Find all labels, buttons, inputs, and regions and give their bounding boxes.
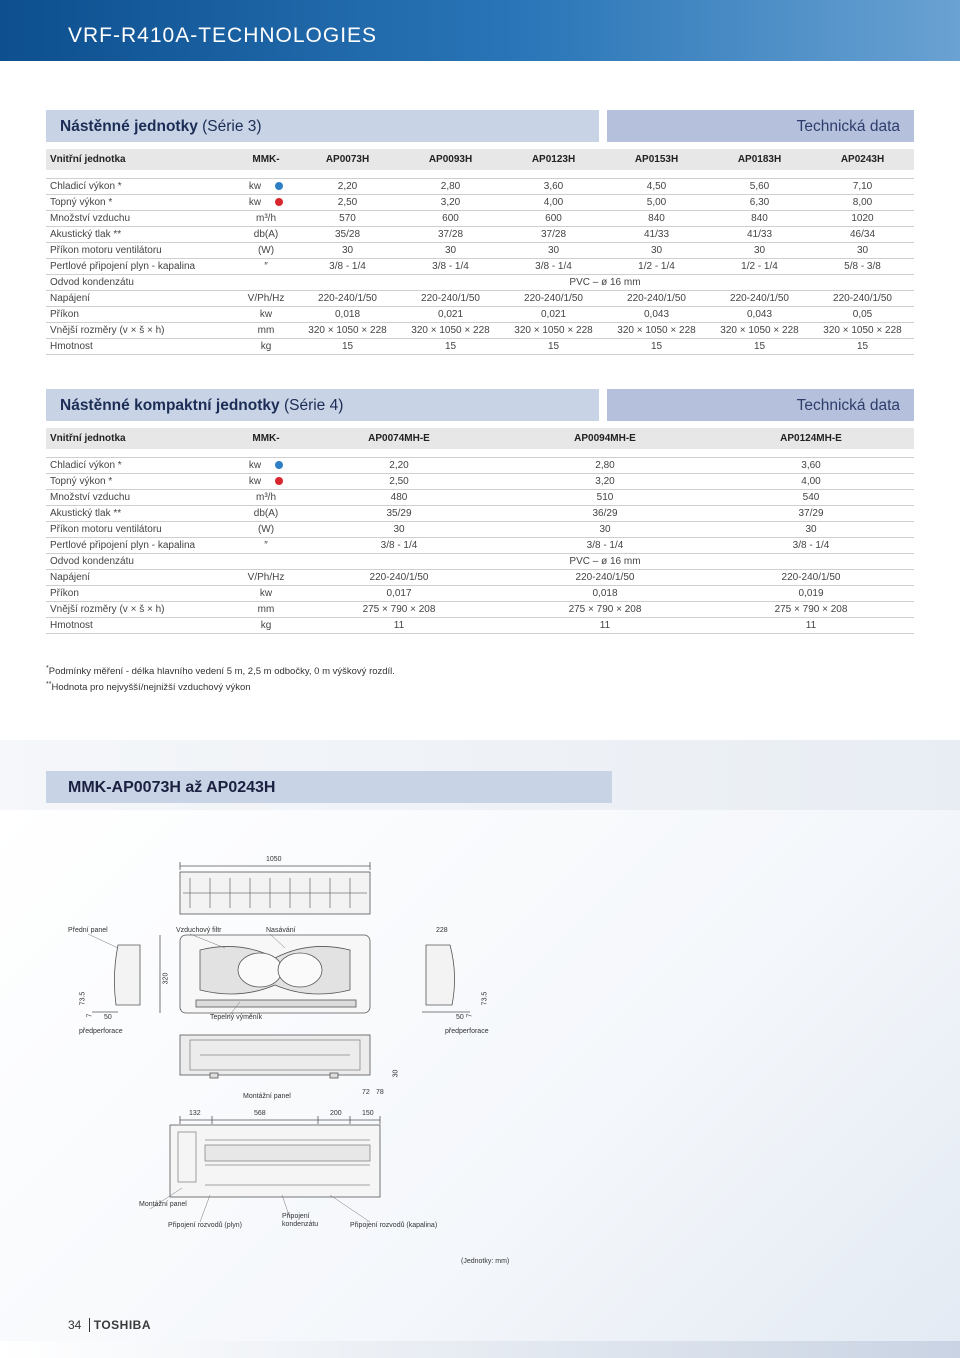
row-value: 600 (399, 210, 502, 226)
dim-7-right-label: 7 (466, 1013, 474, 1018)
row-value: 320 × 1050 × 228 (502, 322, 605, 338)
unit-text: ″ (264, 260, 268, 272)
units-label: (Jednotky: mm) (461, 1258, 510, 1265)
row-value: 0,018 (296, 306, 399, 322)
row-value: 15 (708, 338, 811, 354)
row-value: 220-240/1/50 (605, 290, 708, 306)
row-label: Topný výkon * (46, 473, 236, 489)
row-value: 4,50 (605, 178, 708, 194)
unit-text: (W) (257, 523, 275, 535)
dim-228-label: 228 (436, 927, 448, 934)
row-value: 15 (399, 338, 502, 354)
row-value: 8,00 (811, 194, 914, 210)
header-model: AP0094MH-E (502, 428, 708, 449)
unit-text: kg (260, 340, 272, 352)
row-value: 275 × 790 × 208 (708, 601, 914, 617)
row-value: 30 (502, 242, 605, 258)
row-value: 320 × 1050 × 228 (605, 322, 708, 338)
drawing-title: MMK-AP0073H až AP0243H (68, 779, 276, 796)
row-value: 0,018 (502, 585, 708, 601)
dim-50-right-label: 50 (456, 1014, 464, 1021)
row-value: 2,80 (502, 457, 708, 473)
row-value: 41/33 (708, 226, 811, 242)
unit-text: kw (248, 459, 262, 471)
row-label: Odvod kondenzátu (46, 553, 236, 569)
row-value: 0,05 (811, 306, 914, 322)
row-label: Příkon motoru ventilátoru (46, 242, 236, 258)
header-model: AP0153H (605, 149, 708, 170)
row-value: 510 (502, 489, 708, 505)
row-value: 220-240/1/50 (708, 290, 811, 306)
unit-text: kw (248, 475, 262, 487)
dim-320-label: 320 (162, 972, 170, 985)
row-value: 3,20 (502, 473, 708, 489)
unit-text: mm (257, 324, 275, 336)
dim-568-label: 568 (254, 1110, 266, 1117)
row-label: Příkon motoru ventilátoru (46, 521, 236, 537)
unit-left-side (114, 945, 140, 1005)
row-value: 600 (502, 210, 605, 226)
row-value: 15 (502, 338, 605, 354)
row-value: 3/8 - 1/4 (708, 537, 914, 553)
row-value: 37/28 (502, 226, 605, 242)
air-filter-label: Vzduchový filtr (176, 927, 222, 934)
row-value: 840 (605, 210, 708, 226)
dim-150-label: 150 (362, 1110, 374, 1117)
row-label: Množství vzduchu (46, 489, 236, 505)
preperforation-left-label: předperforace (79, 1028, 123, 1035)
unit-text: m³/h (256, 491, 276, 503)
row-value: 320 × 1050 × 228 (399, 322, 502, 338)
row-value: 1/2 - 1/4 (605, 258, 708, 274)
unit-text: mm (257, 603, 275, 615)
row-label: Napájení (46, 290, 236, 306)
row-value: 480 (296, 489, 502, 505)
row-value: 275 × 790 × 208 (502, 601, 708, 617)
row-value: 3,60 (502, 178, 605, 194)
row-value: 0,043 (708, 306, 811, 322)
row-value: 5/8 - 3/8 (811, 258, 914, 274)
row-value: 3/8 - 1/4 (399, 258, 502, 274)
row-value: 30 (708, 521, 914, 537)
dim-50-left-label: 50 (104, 1014, 112, 1021)
row-value: 3,60 (708, 457, 914, 473)
row-value: 11 (296, 617, 502, 633)
row-value: 6,30 (708, 194, 811, 210)
unit-text: ″ (264, 539, 268, 551)
row-label: Množství vzduchu (46, 210, 236, 226)
row-value: 0,019 (708, 585, 914, 601)
footnote-2: **Hodnota pro nejvyšší/nejnižší vzduchový výkon (46, 681, 251, 694)
unit-text: m³/h (256, 212, 276, 224)
row-value: 540 (708, 489, 914, 505)
dim-7-left-label: 7 (86, 1013, 94, 1018)
row-value: 46/34 (811, 226, 914, 242)
row-value: 41/33 (605, 226, 708, 242)
row-value: 3/8 - 1/4 (296, 537, 502, 553)
row-value: 0,043 (605, 306, 708, 322)
front-panel-label: Přední panel (68, 927, 108, 934)
header-model: AP0123H (502, 149, 605, 170)
header-indoor-unit: Vnitřní jednotka (46, 428, 236, 449)
row-label: Hmotnost (46, 338, 236, 354)
row-value: 3/8 - 1/4 (296, 258, 399, 274)
row-value: 1020 (811, 210, 914, 226)
row-value: 220-240/1/50 (708, 569, 914, 585)
row-value: 275 × 790 × 208 (296, 601, 502, 617)
unit-text: V/Ph/Hz (247, 571, 285, 583)
footnote-1: *Podmínky měření - délka hlavního vedení 5 m, 2,5 m odbočky, 0 m výškový rozdíl. (46, 665, 395, 678)
row-value: 7,10 (811, 178, 914, 194)
row-label: Akustický tlak ** (46, 505, 236, 521)
row-value: 30 (296, 242, 399, 258)
unit-text: V/Ph/Hz (247, 292, 285, 304)
row-value-span: PVC – ø 16 mm (296, 553, 914, 569)
row-label: Vnější rozměry (v × š × h) (46, 322, 236, 338)
row-value: 840 (708, 210, 811, 226)
footer (68, 1318, 151, 1332)
row-value: 2,50 (296, 473, 502, 489)
row-value: 220-240/1/50 (296, 290, 399, 306)
row-label: Příkon (46, 306, 236, 322)
unit-text: kw (259, 308, 273, 320)
dim-73-5-left-label: 73.5 (79, 991, 87, 1006)
row-label: Hmotnost (46, 617, 236, 633)
row-value: 5,00 (605, 194, 708, 210)
row-value: 30 (399, 242, 502, 258)
header-indoor-unit: Vnitřní jednotka (46, 149, 236, 170)
row-value: 30 (811, 242, 914, 258)
row-value: 37/28 (399, 226, 502, 242)
row-value: 320 × 1050 × 228 (811, 322, 914, 338)
unit-text: db(A) (253, 228, 279, 240)
footer-separator (89, 1318, 90, 1332)
row-value: 220-240/1/50 (399, 290, 502, 306)
row-value: 15 (605, 338, 708, 354)
row-label: Chladicí výkon * (46, 457, 236, 473)
row-value: 3,20 (399, 194, 502, 210)
dim-78-label: 78 (376, 1089, 384, 1096)
row-value: 570 (296, 210, 399, 226)
header-model: AP0124MH-E (708, 428, 914, 449)
row-value: 320 × 1050 × 228 (708, 322, 811, 338)
row-label: Topný výkon * (46, 194, 236, 210)
condensate-connection-label: Připojení kondenzátu (282, 1213, 319, 1228)
row-value: 3/8 - 1/4 (502, 258, 605, 274)
dim-132-label: 132 (189, 1110, 201, 1117)
row-value: 35/28 (296, 226, 399, 242)
row-label: Vnější rozměry (v × š × h) (46, 601, 236, 617)
row-value: 3/8 - 1/4 (502, 537, 708, 553)
dim-1050-label: 1050 (266, 856, 282, 863)
unit-text: db(A) (253, 507, 279, 519)
section1-title: Nástěnné jednotky (Série 3) (60, 118, 262, 135)
header-model: AP0243H (811, 149, 914, 170)
unit-right-side (426, 945, 455, 1005)
row-value: 4,00 (708, 473, 914, 489)
row-label: Napájení (46, 569, 236, 585)
dim-30-label: 30 (392, 1069, 400, 1078)
header-model: AP0183H (708, 149, 811, 170)
row-value: 11 (708, 617, 914, 633)
unit-text: kg (260, 619, 272, 631)
intake-label: Nasávání (266, 927, 296, 934)
row-value: 30 (708, 242, 811, 258)
header-series: MMK- (236, 149, 296, 170)
mounting-panel-top-label: Montážní panel (243, 1093, 291, 1100)
row-value: 30 (296, 521, 502, 537)
mounting-panel-bottom-label: Montážní panel (139, 1201, 187, 1208)
row-value: 0,017 (296, 585, 502, 601)
row-value: 220-240/1/50 (296, 569, 502, 585)
section1-tech-label: Technická data (796, 118, 900, 135)
row-label: Pertlové připojení plyn - kapalina (46, 537, 236, 553)
row-value: 220-240/1/50 (811, 290, 914, 306)
row-value: 220-240/1/50 (502, 290, 605, 306)
header-model: AP0093H (399, 149, 502, 170)
unit-text: (W) (257, 244, 275, 256)
unit-text: kw (259, 587, 273, 599)
row-value: 0,021 (399, 306, 502, 322)
preperforation-right-label: předperforace (445, 1028, 489, 1035)
row-value: 1/2 - 1/4 (708, 258, 811, 274)
header-model: AP0074MH-E (296, 428, 502, 449)
row-label: Pertlové připojení plyn - kapalina (46, 258, 236, 274)
row-value: 0,021 (502, 306, 605, 322)
row-label: Odvod kondenzátu (46, 274, 236, 290)
row-value: 15 (811, 338, 914, 354)
row-label: Chladicí výkon * (46, 178, 236, 194)
section2-title: Nástěnné kompaktní jednotky (Série 4) (60, 397, 344, 414)
unit-text: kw (248, 196, 262, 208)
row-value: 30 (502, 521, 708, 537)
row-value: 220-240/1/50 (502, 569, 708, 585)
dim-73-5-right-label: 73.5 (481, 991, 489, 1006)
row-value: 2,80 (399, 178, 502, 194)
gas-connection-label: Připojení rozvodů (plyn) (168, 1222, 242, 1229)
row-label: Příkon (46, 585, 236, 601)
row-value: 2,20 (296, 457, 502, 473)
row-value: 37/29 (708, 505, 914, 521)
row-value: 2,20 (296, 178, 399, 194)
row-value: 2,50 (296, 194, 399, 210)
heat-exchanger-label: Tepelný výměník (210, 1014, 263, 1021)
dim-72-label: 72 (362, 1089, 370, 1096)
brand-logo: TOSHIBA (93, 1318, 151, 1332)
header-model: AP0073H (296, 149, 399, 170)
footer-bar (0, 1341, 960, 1358)
row-value: 5,60 (708, 178, 811, 194)
row-value: 36/29 (502, 505, 708, 521)
row-value: 4,00 (502, 194, 605, 210)
row-label: Akustický tlak ** (46, 226, 236, 242)
row-value: 15 (296, 338, 399, 354)
dim-200-label: 200 (330, 1110, 342, 1117)
row-value: 320 × 1050 × 228 (296, 322, 399, 338)
page-title: VRF-R410A-TECHNOLOGIES (68, 24, 378, 47)
row-value: 30 (605, 242, 708, 258)
liquid-connection-label: Připojení rozvodů (kapalina) (350, 1222, 438, 1229)
row-value: 35/29 (296, 505, 502, 521)
page-number: 34 (68, 1318, 82, 1332)
row-value-span: PVC – ø 16 mm (296, 274, 914, 290)
row-value: 11 (502, 617, 708, 633)
section2-tech-label: Technická data (796, 397, 900, 414)
header-series: MMK- (236, 428, 296, 449)
unit-text: kw (248, 180, 262, 192)
